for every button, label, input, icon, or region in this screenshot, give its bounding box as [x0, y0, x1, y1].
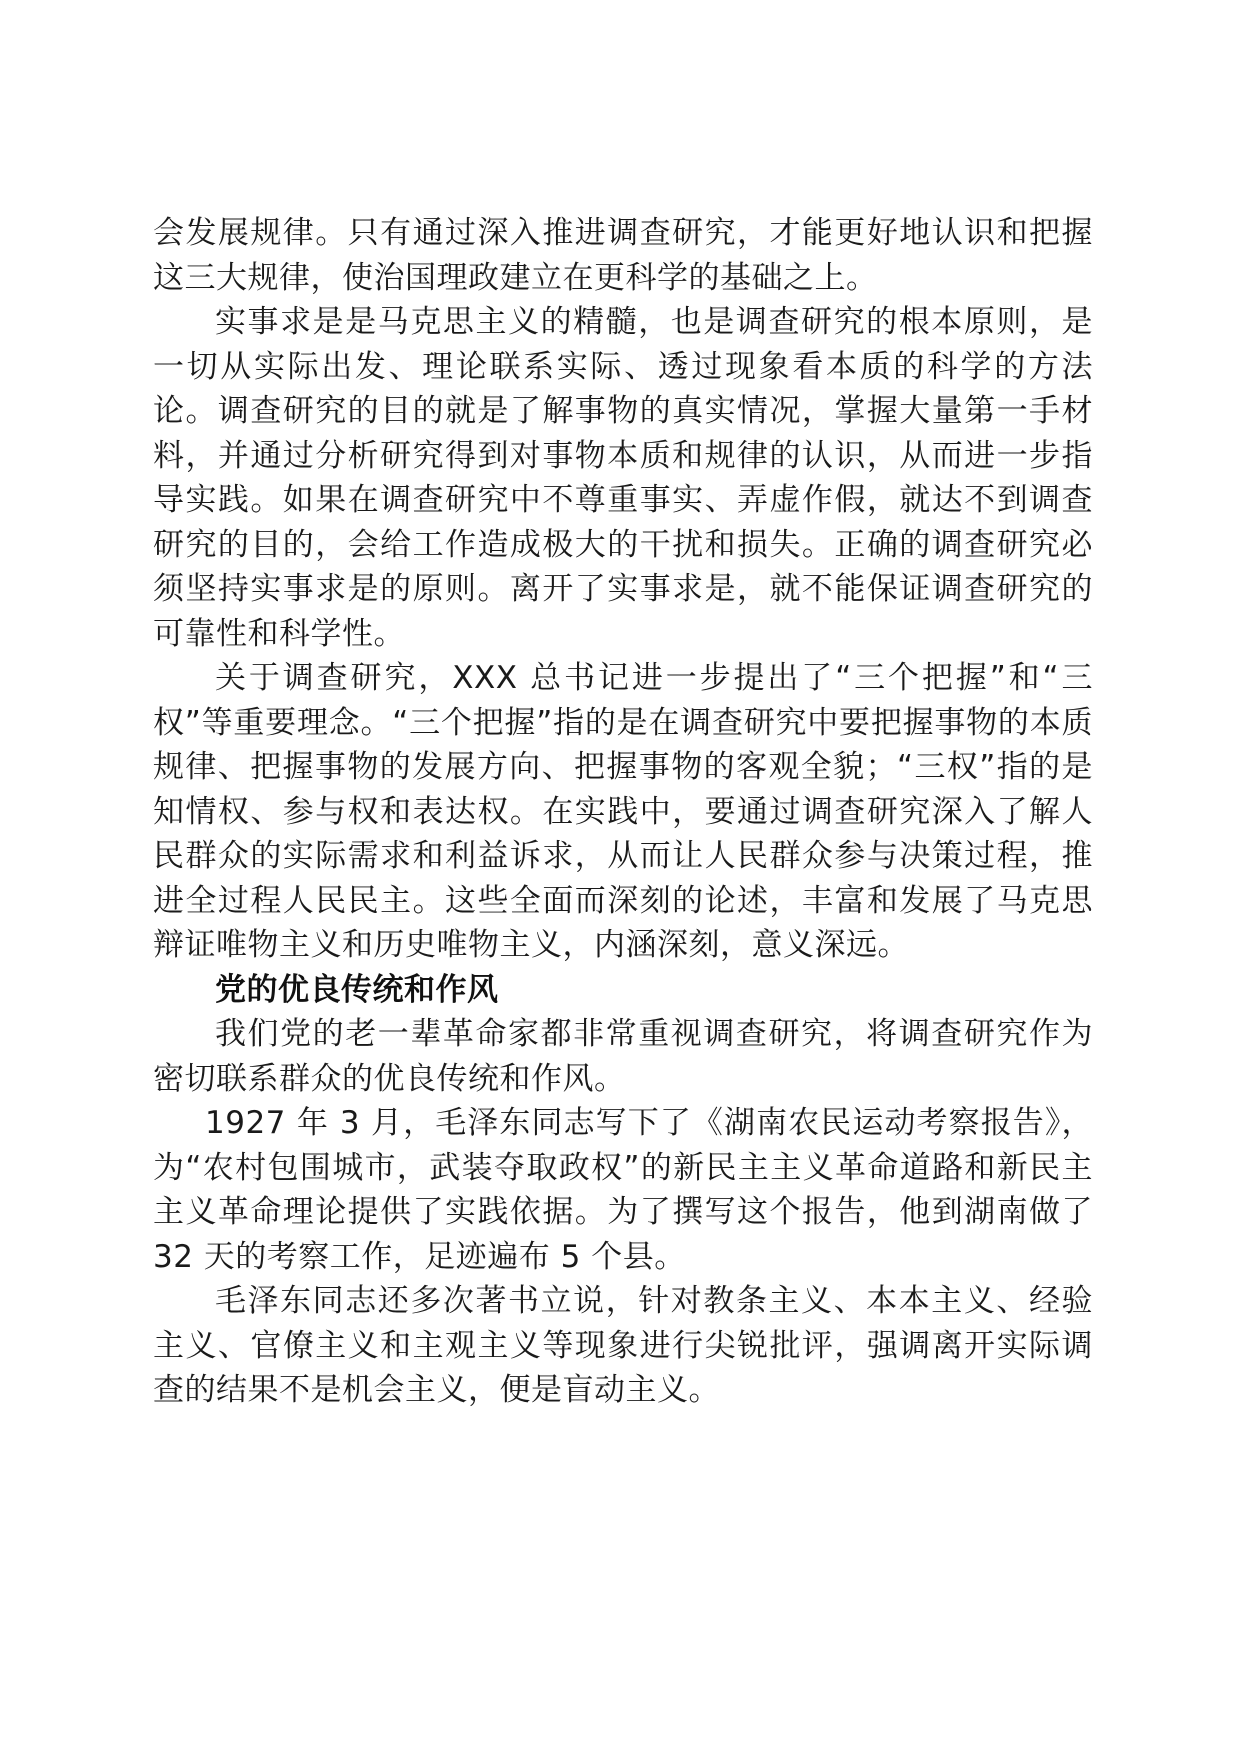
- paragraph-continuation: 会发展规律。只有通过深入推进调查研究，才能更好地认识和把握这三大规律，使治国理政建立在更科学的基础之上。: [153, 215, 1093, 296]
- paragraph-mao-writings: 毛泽东同志还多次著书立说，针对教条主义、本本主义、经验主义、官僚主义和主观主义等现象进行尖锐批评，强调离开实际调查的结果不是机会主义，便是盲动主义。: [153, 1283, 1093, 1408]
- paragraph-seeking-truth: 实事求是是马克思主义的精髓，也是调查研究的根本原则，是一切从实际出发、理论联系实际、透过现象看本质的科学的方法论。调查研究的目的就是了解事物的真实情况，掌握大量第一手材料，并通过分析研究得到对事物本质和规律的认识，从而进一步指导实践。如果在调查研究中不尊重事实、弄虚作假，就达不到调查研究的目的，会给工作造成极大的干扰和损失。正确的调查研究必须坚持实事求是的原则。离开了实事求是，就不能保证调查研究的可靠性和科学性。: [153, 304, 1093, 652]
- paragraph-three-grasps: 关于调查研究，XXX 总书记进一步提出了“三个把握”和“三权”等重要理念。“三个把握”指的是在调查研究中要把握事物的本质规律、把握事物的发展方向、把握事物的客观全貌；“三权”指的是知情权、参与权和表达权。在实践中，要通过调查研究深入了解人民群众的实际需求和利益诉求，从而让人民群众参与决策过程，推进全过程人民民主。这些全面而深刻的论述，丰富和发展了马克思辩证唯物主义和历史唯物主义，内涵深刻，意义深远。: [153, 660, 1093, 963]
- section-heading: 党的优良传统和作风: [215, 971, 499, 1008]
- paragraph-hunan-report: 1927 年 3 月，毛泽东同志写下了《湖南农民运动考察报告》，为“农村包围城市，武装夺取政权”的新民主主义革命道路和新民主主义革命理论提供了实践依据。为了撰写这个报告，他到湖南做了 32 天的考察工作，足迹遍布 5 个县。: [153, 1105, 1093, 1275]
- paragraph-tradition: 我们党的老一辈革命家都非常重视调查研究，将调查研究作为密切联系群众的优良传统和作风。: [153, 1016, 1093, 1097]
- document-body: [153, 211, 1093, 1413]
